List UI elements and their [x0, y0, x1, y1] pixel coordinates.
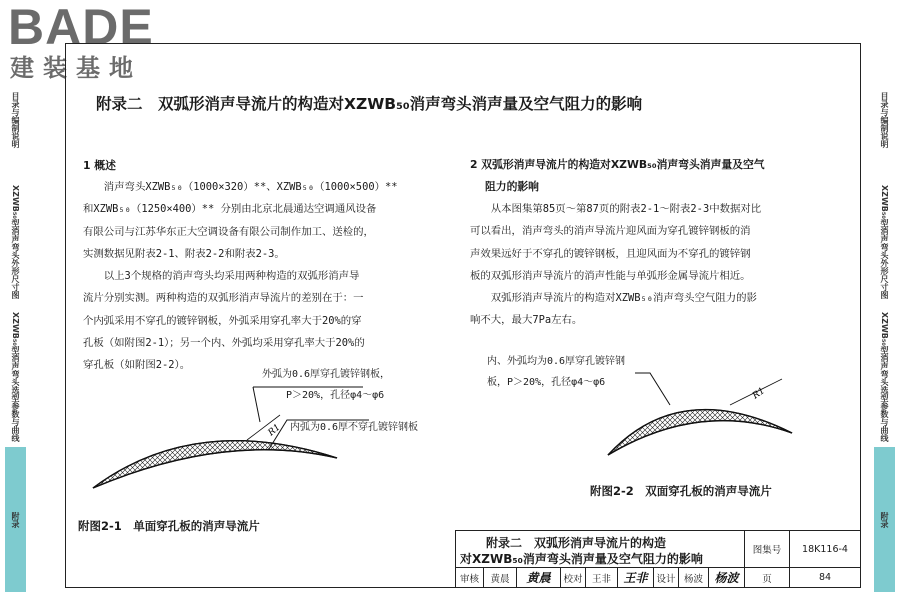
check-label: 校对: [561, 568, 586, 587]
section2-heading-line1: 2 双弧形消声导流片的构造对XZWB₅₀消声弯头消声量及空气: [470, 158, 765, 171]
section1-line: 穿孔板（如附图2-2）。: [83, 359, 191, 372]
figure2-blade-band: [608, 410, 792, 455]
left-tab-appendix[interactable]: [5, 447, 26, 592]
atlas-no-label: 图集号: [745, 531, 790, 568]
left-tab-selection[interactable]: [5, 309, 26, 444]
title-block-signature-row: [456, 568, 860, 587]
figure2-note-1: 内、外弧均为0.6厚穿孔镀锌钢: [487, 356, 626, 367]
left-tab-contents[interactable]: [5, 64, 26, 175]
section1-line: 实测数据见附表2-1、附表2-2和附表2-3。: [83, 247, 285, 260]
section1-line: 有限公司与江苏华东正大空调设备有限公司制作加工、送检的，: [83, 225, 374, 238]
logo-main-text: BADE: [8, 0, 154, 55]
right-tab-selection[interactable]: [874, 309, 895, 444]
page-label: 页: [745, 568, 790, 587]
title-block-line2: 对XZWB₅₀消声弯头消声量及空气阻力的影响: [460, 552, 703, 566]
review-label: 审核: [456, 568, 484, 587]
section1-line: 消声弯头XZWB₅₀（1000×320）**、XZWB₅₀（1000×500）**: [83, 181, 398, 193]
page-title: 附录二 双弧形消声导流片的构造对XZWB₅₀消声弯头消声量及空气阻力的影响: [96, 95, 643, 113]
figure2-caption: 附图2-2 双面穿孔板的消声导流片: [590, 484, 772, 498]
figure1-radius-label: R1: [266, 422, 283, 439]
reviewer-name: 黄晨: [484, 568, 517, 587]
title-block: [455, 530, 861, 588]
reviewer-signature: 黄晨: [517, 568, 561, 587]
checker-name: 王非: [586, 568, 618, 587]
section1-heading: 1 概述: [83, 159, 116, 172]
figure1-note-inner: 内弧为0.6厚不穿孔镀锌钢板: [290, 422, 419, 433]
left-tab-contents-label: 目录与编制说明: [11, 91, 20, 148]
section1-line: 个内弧采用不穿孔的镀锌钢板，外弧采用穿孔率大于20%的穿: [83, 314, 362, 327]
right-tab-contents-label: 目录与编制说明: [880, 91, 889, 148]
section2-line: 板的双弧形消声导流片的消声性能与单弧形金属导流片相近。: [470, 269, 751, 282]
designer-signature: 杨波: [709, 568, 745, 587]
section2-line: 双弧形消声导流片的构造对XZWB₅₀消声弯头空气阻力的影: [470, 292, 757, 305]
section1-line: 孔板（如附图2-1）；另一个内、外弧均采用穿孔率大于20%的: [83, 337, 365, 350]
section2-heading-line2: 阻力的影响: [485, 180, 539, 193]
figure1-caption: 附图2-1 单面穿孔板的消声导流片: [78, 519, 260, 533]
right-tab-appendix[interactable]: [874, 447, 895, 592]
section1-line: 和XZWB₅₀（1250×400）** 分别由北京北晨通达空调通风设备: [83, 203, 377, 216]
left-tab-dimensions-label: XZWB₅₀型消声弯头外形尺寸图: [11, 185, 20, 299]
left-tab-dimensions[interactable]: [5, 178, 26, 306]
right-tab-contents[interactable]: [874, 64, 895, 175]
section2-line: 声效果远好于不穿孔的镀锌钢板，且迎风面为不穿孔的镀锌钢: [470, 247, 751, 260]
section1-line: 以上3个规格的消声弯头均采用两种构造的双弧形消声导: [83, 270, 360, 283]
designer-name: 杨波: [679, 568, 709, 587]
figure2-note-2: 板，P＞20%，孔径φ4～φ6: [487, 377, 606, 388]
figure2-leader: [635, 373, 670, 405]
title-block-title: [456, 531, 745, 568]
figure1-note-outer-1: 外弧为0.6厚穿孔镀锌钢板，: [262, 369, 391, 380]
title-block-line1: 附录二 双弧形消声导流片的构造: [486, 536, 667, 550]
right-tab-selection-label: XZWB₅₀型消声弯头选型参数与曲线: [880, 311, 889, 442]
section2-line: 可以看出，消声弯头的消声导流片迎风面为穿孔镀锌钢板的消: [470, 225, 751, 238]
left-tab-appendix-label: 附录: [11, 511, 20, 528]
section2-line: 从本图集第85页～第87页的附表2-1～附表2-3中数据对比: [470, 203, 762, 215]
atlas-no-value: 18K116-4: [790, 531, 860, 568]
figure1-drawing: [75, 360, 455, 520]
left-tab-selection-label: XZWB₅₀型消声弯头选型参数与曲线: [11, 311, 20, 442]
page-number: 84: [818, 572, 832, 583]
design-label: 设计: [654, 568, 679, 587]
figure2-drawing: [590, 355, 820, 470]
section2-line: 响不大，最大7Pa左右。: [470, 314, 583, 327]
right-tab-dimensions[interactable]: [874, 178, 895, 306]
section1-line: 流片分别实测。两种构造的双弧形消声导流片的差别在于：一: [83, 292, 364, 305]
section2-body: [470, 198, 761, 332]
figure1-outer-leader: [253, 387, 260, 422]
checker-signature: 王非: [618, 568, 654, 587]
section1-body: [83, 176, 397, 377]
logo-sub-text: 建装基地: [10, 54, 142, 82]
right-tab-dimensions-label: XZWB₅₀型消声弯头外形尺寸图: [880, 185, 889, 299]
right-tab-appendix-label: 附录: [880, 511, 889, 528]
figure2-radius-label: R1: [750, 386, 767, 402]
figure1-note-outer-2: P＞20%，孔径φ4～φ6: [286, 390, 385, 401]
